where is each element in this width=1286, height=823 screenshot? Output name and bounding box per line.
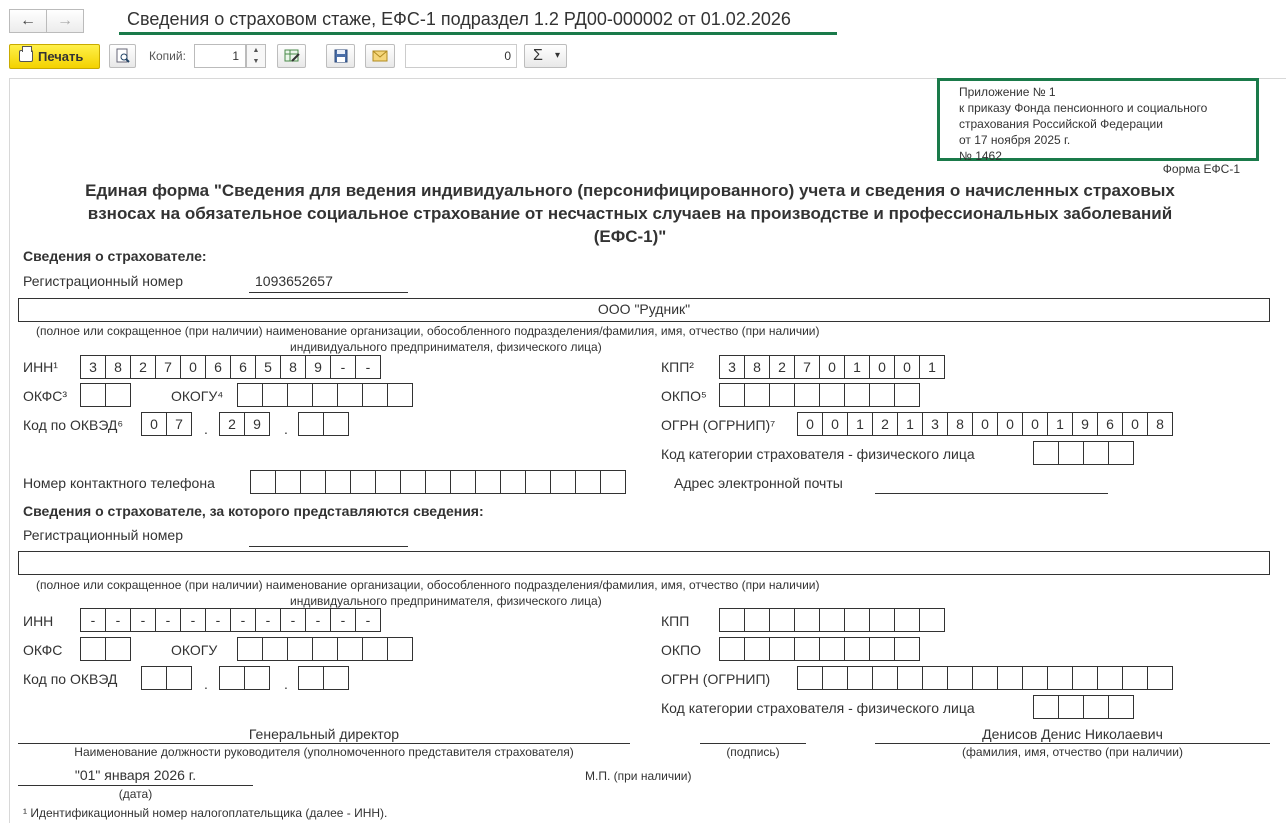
form-cell xyxy=(922,666,948,690)
signature-hint: (подпись) xyxy=(726,745,780,759)
form-cell xyxy=(1083,441,1109,465)
form-cell: 6 xyxy=(230,355,256,379)
form-cell xyxy=(819,383,845,407)
form-cell xyxy=(744,608,770,632)
form-cell xyxy=(362,637,388,661)
preview-button[interactable] xyxy=(109,44,136,68)
form-cell: 2 xyxy=(219,412,245,436)
form-title-line: Единая форма "Сведения для ведения индивидуального (персонифицированного) учета и сведения о начисленных страховых xyxy=(85,181,1175,200)
form-cell xyxy=(894,637,920,661)
okved-cells-3 xyxy=(298,412,349,436)
form-cell: - xyxy=(355,355,381,379)
ogrn-label: ОГРН (ОГРНИП)⁷ xyxy=(661,417,776,433)
form-cell: 0 xyxy=(1122,412,1148,436)
form-cell: 0 xyxy=(819,355,845,379)
form-cell xyxy=(80,637,106,661)
document-border-left xyxy=(9,78,10,823)
form-cell: 0 xyxy=(972,412,998,436)
form-cell: - xyxy=(155,608,181,632)
form-cell xyxy=(797,666,823,690)
date-underline xyxy=(18,785,253,786)
annex-line: Приложение № 1 xyxy=(959,85,1056,99)
form-cell xyxy=(287,383,313,407)
form-cell xyxy=(719,608,745,632)
branch-okogu-cells xyxy=(237,637,413,661)
form-cell: 0 xyxy=(797,412,823,436)
form-cell xyxy=(475,470,501,494)
form-cell xyxy=(387,383,413,407)
form-cell xyxy=(375,470,401,494)
date-hint: (дата) xyxy=(118,787,153,801)
edit-table-icon xyxy=(284,48,300,64)
form-code: Форма ЕФС-1 xyxy=(1162,162,1240,176)
forward-button[interactable] xyxy=(46,9,84,33)
form-cell xyxy=(219,666,245,690)
form-cell: 8 xyxy=(1147,412,1173,436)
form-cell xyxy=(972,666,998,690)
form-cell xyxy=(337,383,363,407)
branch-category-label: Код категории страхователя - физического лица xyxy=(661,700,975,716)
spin-up-icon[interactable]: ▲ xyxy=(252,47,260,54)
form-cell xyxy=(1047,666,1073,690)
form-cell: - xyxy=(130,608,156,632)
envelope-icon xyxy=(372,48,388,64)
signer-fio: Денисов Денис Николаевич xyxy=(982,726,1163,742)
form-cell xyxy=(1108,441,1134,465)
fio-hint: (фамилия, имя, отчество (при наличии) xyxy=(962,745,1183,759)
form-cell: - xyxy=(280,608,306,632)
form-cell xyxy=(894,383,920,407)
form-cell xyxy=(312,383,338,407)
okved-separator: . xyxy=(204,421,208,437)
form-cell: 5 xyxy=(255,355,281,379)
form-cell xyxy=(262,383,288,407)
fio-underline xyxy=(875,743,1270,744)
form-cell: - xyxy=(80,608,106,632)
sum-menu-button[interactable] xyxy=(524,44,567,68)
form-cell xyxy=(244,666,270,690)
form-cell xyxy=(869,637,895,661)
form-cell xyxy=(400,470,426,494)
name-hint: индивидуального предпринимателя, физического лица) xyxy=(290,594,602,608)
form-cell xyxy=(744,383,770,407)
window-title: Сведения о страховом стаже, ЕФС-1 подраздел 1.2 РД00-000002 от 01.02.2026 xyxy=(127,9,791,29)
form-cell xyxy=(947,666,973,690)
edit-button[interactable] xyxy=(277,44,306,68)
form-cell xyxy=(897,666,923,690)
save-button[interactable] xyxy=(326,44,355,68)
form-cell: 3 xyxy=(719,355,745,379)
sign-date: "01" января 2026 г. xyxy=(74,767,197,783)
okfs-label: ОКФС³ xyxy=(23,388,67,404)
okved-cells-1 xyxy=(141,412,192,436)
okved-label: Код по ОКВЭД⁶ xyxy=(23,417,124,433)
form-cell xyxy=(1033,441,1059,465)
back-button[interactable] xyxy=(9,9,47,33)
stamp-place: М.П. (при наличии) xyxy=(585,769,692,783)
form-cell xyxy=(300,470,326,494)
form-cell xyxy=(237,383,263,407)
form-cell: 8 xyxy=(280,355,306,379)
branch-inn-cells xyxy=(80,608,381,632)
form-cell: 8 xyxy=(947,412,973,436)
form-cell xyxy=(425,470,451,494)
form-cell xyxy=(1033,695,1059,719)
arrow-right-icon: → xyxy=(57,12,73,29)
insurer-name-box: ООО "Рудник" xyxy=(18,298,1270,322)
ogrn-cells xyxy=(797,412,1173,436)
copies-spinner[interactable] xyxy=(246,44,266,68)
okfs-cells xyxy=(80,383,131,407)
email-label: Адрес электронной почты xyxy=(674,475,843,491)
form-cell: 9 xyxy=(305,355,331,379)
send-email-button[interactable] xyxy=(365,44,395,68)
form-cell: 0 xyxy=(869,355,895,379)
form-cell xyxy=(869,608,895,632)
okpo-cells xyxy=(719,383,920,407)
form-cell xyxy=(450,470,476,494)
arrow-left-icon: ← xyxy=(20,12,36,29)
category-label: Код категории страхователя - физического лица xyxy=(661,446,975,462)
sum-field[interactable]: 0 xyxy=(405,44,517,68)
form-cell xyxy=(1108,695,1134,719)
form-cell xyxy=(387,637,413,661)
insurer-section-heading: Сведения о страхователе: xyxy=(23,248,207,264)
branch-category-cells xyxy=(1033,695,1134,719)
form-cell xyxy=(500,470,526,494)
branch-okpo-label: ОКПО xyxy=(661,642,701,658)
form-cell: - xyxy=(230,608,256,632)
kpp-cells xyxy=(719,355,945,379)
form-cell xyxy=(166,666,192,690)
branch-okogu-label: ОКОГУ xyxy=(171,642,218,658)
form-cell xyxy=(844,637,870,661)
form-cell xyxy=(141,666,167,690)
form-title-line: взносах на обязательное социальное страхование от несчастных случаев на производстве и профессиональных заболеваний xyxy=(87,204,1173,223)
form-cell xyxy=(719,383,745,407)
form-cell: 7 xyxy=(794,355,820,379)
form-cell xyxy=(769,608,795,632)
form-cell xyxy=(872,666,898,690)
email-underline xyxy=(875,493,1108,494)
branch-kpp-label: КПП xyxy=(661,613,690,629)
spin-down-icon[interactable]: ▼ xyxy=(252,58,260,65)
branch-okpo-cells xyxy=(719,637,920,661)
position-underline xyxy=(18,743,630,744)
branch-reg-label: Регистрационный номер xyxy=(23,527,183,543)
form-cell xyxy=(769,637,795,661)
form-cell xyxy=(769,383,795,407)
branch-ogrn-cells xyxy=(797,666,1173,690)
form-cell xyxy=(794,383,820,407)
copies-label: Копий: xyxy=(149,49,186,63)
branch-ogrn-label: ОГРН (ОГРНИП) xyxy=(661,671,771,687)
form-cell xyxy=(323,666,349,690)
form-cell xyxy=(719,637,745,661)
name-hint: (полное или сокращенное (при наличии) наименование организации, обособленного подразделения/фамилия, имя, отчество (при наличии) xyxy=(36,578,820,592)
sigma-icon: Σ xyxy=(533,47,543,64)
phone-label: Номер контактного телефона xyxy=(23,475,215,491)
okved-cells-2 xyxy=(219,412,270,436)
printer-icon xyxy=(19,50,33,62)
form-cell xyxy=(525,470,551,494)
category-cells xyxy=(1033,441,1134,465)
form-cell: 0 xyxy=(822,412,848,436)
form-cell xyxy=(744,637,770,661)
form-cell: 0 xyxy=(894,355,920,379)
form-cell: - xyxy=(205,608,231,632)
form-cell xyxy=(275,470,301,494)
branch-okved-cells-2 xyxy=(219,666,270,690)
footnote: ¹ Идентификационный номер налогоплательщика (далее - ИНН). xyxy=(23,806,388,820)
form-cell: 0 xyxy=(180,355,206,379)
print-label: Печать xyxy=(38,49,84,64)
form-cell xyxy=(105,383,131,407)
signature-underline xyxy=(700,743,806,744)
form-cell xyxy=(325,470,351,494)
inn-cells xyxy=(80,355,381,379)
form-cell xyxy=(1058,695,1084,719)
form-cell: 9 xyxy=(1072,412,1098,436)
print-button[interactable] xyxy=(9,44,100,69)
form-cell: 8 xyxy=(105,355,131,379)
title-underline xyxy=(119,32,837,35)
form-cell: 6 xyxy=(1097,412,1123,436)
floppy-disk-icon xyxy=(333,48,349,64)
branch-okved-label: Код по ОКВЭД xyxy=(23,671,118,687)
chevron-down-icon: ▾ xyxy=(554,50,560,61)
annex-line: к приказу Фонда пенсионного и социального xyxy=(959,101,1208,115)
form-cell: - xyxy=(180,608,206,632)
branch-okfs-label: ОКФС xyxy=(23,642,63,658)
branch-reg-underline xyxy=(249,546,408,547)
reg-number-value: 1093652657 xyxy=(255,273,333,289)
branch-okfs-cells xyxy=(80,637,131,661)
form-cell xyxy=(844,608,870,632)
form-cell: 1 xyxy=(847,412,873,436)
form-cell: 3 xyxy=(922,412,948,436)
form-cell: 8 xyxy=(744,355,770,379)
form-cell xyxy=(1097,666,1123,690)
form-cell xyxy=(105,637,131,661)
form-cell xyxy=(919,608,945,632)
form-cell xyxy=(323,412,349,436)
form-cell xyxy=(550,470,576,494)
annex-line: страхования Российской Федерации xyxy=(959,117,1163,131)
form-cell xyxy=(847,666,873,690)
form-cell: - xyxy=(105,608,131,632)
form-cell: 0 xyxy=(141,412,167,436)
okved-separator: . xyxy=(284,421,288,437)
form-cell xyxy=(237,637,263,661)
form-cell: 6 xyxy=(205,355,231,379)
form-cell: 2 xyxy=(769,355,795,379)
form-cell xyxy=(844,383,870,407)
form-cell xyxy=(362,383,388,407)
form-cell: 2 xyxy=(872,412,898,436)
branch-okved-cells-1 xyxy=(141,666,192,690)
form-cell xyxy=(1122,666,1148,690)
annex-line: № 1462 xyxy=(959,149,1002,163)
form-cell xyxy=(794,608,820,632)
form-cell xyxy=(1083,695,1109,719)
reg-number-label: Регистрационный номер xyxy=(23,273,183,289)
branch-okved-cells-3 xyxy=(298,666,349,690)
form-cell xyxy=(822,666,848,690)
form-cell: - xyxy=(305,608,331,632)
form-cell xyxy=(1072,666,1098,690)
form-cell xyxy=(1022,666,1048,690)
signer-position: Генеральный директор xyxy=(248,726,400,742)
preview-icon xyxy=(115,48,131,64)
form-cell xyxy=(312,637,338,661)
form-cell xyxy=(997,666,1023,690)
branch-kpp-cells xyxy=(719,608,945,632)
form-cell xyxy=(298,412,324,436)
okved-separator: . xyxy=(284,676,288,692)
form-cell xyxy=(298,666,324,690)
form-cell: 9 xyxy=(244,412,270,436)
form-cell: 1 xyxy=(897,412,923,436)
form-title-line: (ЕФС-1)" xyxy=(593,227,667,246)
form-cell xyxy=(575,470,601,494)
form-cell: 2 xyxy=(130,355,156,379)
form-cell xyxy=(819,637,845,661)
annex-line: от 17 ноября 2025 г. xyxy=(959,133,1071,147)
reg-number-underline xyxy=(249,292,408,293)
form-cell xyxy=(600,470,626,494)
okved-separator: . xyxy=(204,676,208,692)
form-cell xyxy=(894,608,920,632)
kpp-label: КПП² xyxy=(661,359,694,375)
form-cell xyxy=(1147,666,1173,690)
form-title xyxy=(30,179,1230,248)
name-hint: (полное или сокращенное (при наличии) наименование организации, обособленного подразделения/фамилия, имя, отчество (при наличии) xyxy=(36,324,820,338)
form-cell: 7 xyxy=(155,355,181,379)
form-cell: 0 xyxy=(997,412,1023,436)
okogu-cells xyxy=(237,383,413,407)
branch-name-box xyxy=(18,551,1270,575)
form-cell: 1 xyxy=(919,355,945,379)
form-cell: - xyxy=(330,355,356,379)
form-cell xyxy=(262,637,288,661)
form-cell xyxy=(80,383,106,407)
form-cell xyxy=(337,637,363,661)
form-cell xyxy=(350,470,376,494)
form-cell: - xyxy=(255,608,281,632)
form-cell xyxy=(287,637,313,661)
phone-cells xyxy=(250,470,626,494)
branch-section-heading: Сведения о страхователе, за которого представляются сведения: xyxy=(23,503,484,519)
name-hint: индивидуального предпринимателя, физического лица) xyxy=(290,340,602,354)
branch-inn-label: ИНН xyxy=(23,613,54,629)
form-cell xyxy=(869,383,895,407)
form-cell xyxy=(1058,441,1084,465)
form-cell: 3 xyxy=(80,355,106,379)
annex-block xyxy=(937,78,1259,161)
form-cell xyxy=(250,470,276,494)
okogu-label: ОКОГУ⁴ xyxy=(171,388,224,404)
form-cell: - xyxy=(355,608,381,632)
form-cell: 7 xyxy=(166,412,192,436)
okpo-label: ОКПО⁵ xyxy=(661,388,707,404)
position-hint: Наименование должности руководителя (уполномоченного представителя страхователя) xyxy=(74,745,574,759)
form-cell: 1 xyxy=(1047,412,1073,436)
form-cell: - xyxy=(330,608,356,632)
form-cell: 1 xyxy=(844,355,870,379)
form-cell xyxy=(819,608,845,632)
inn-label: ИНН¹ xyxy=(23,359,58,375)
copies-input[interactable]: 1 xyxy=(194,44,246,68)
form-cell xyxy=(794,637,820,661)
form-cell: 0 xyxy=(1022,412,1048,436)
